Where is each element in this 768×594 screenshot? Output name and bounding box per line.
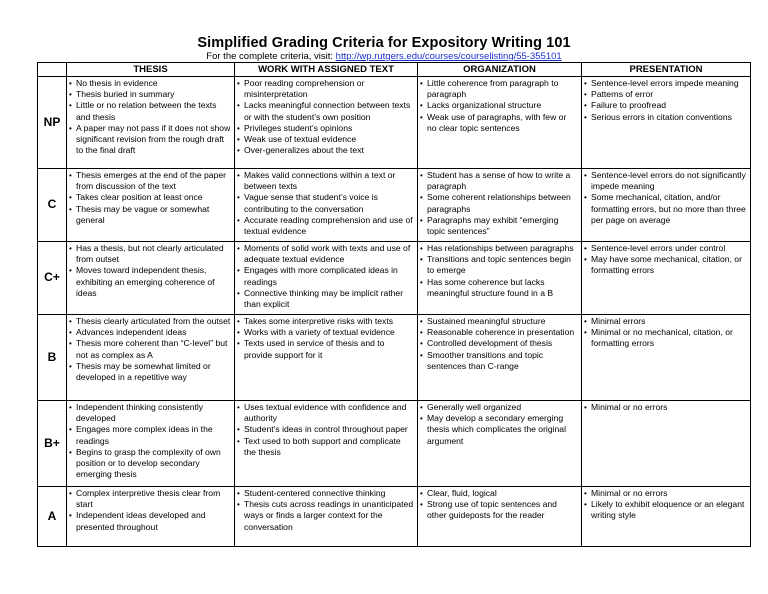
cell-organization xyxy=(418,401,582,487)
criteria-item: • Privileges student’s opinions xyxy=(237,123,414,134)
column-header-organization: ORGANIZATION xyxy=(418,63,582,77)
criteria-item: • Thesis cuts across readings in unanticipated ways or finds a larger context for the conversation xyxy=(237,499,414,533)
criteria-item: • Serious errors in citation conventions xyxy=(584,112,747,123)
criteria-item: • Moves toward independent thesis, exhibiting an emerging coherence of ideas xyxy=(69,265,231,299)
grading-criteria-table xyxy=(37,62,751,547)
criteria-list xyxy=(420,488,578,522)
criteria-list xyxy=(584,78,747,123)
criteria-item: • Makes valid connections within a text or between texts xyxy=(237,170,414,192)
criteria-item: • Independent thinking consistently developed xyxy=(69,402,231,424)
criteria-item: • Failure to proofread xyxy=(584,100,747,111)
grade-label: C xyxy=(38,169,67,242)
cell-presentation xyxy=(582,401,751,487)
column-header-thesis: THESIS xyxy=(67,63,235,77)
criteria-list xyxy=(69,488,231,533)
criteria-list xyxy=(584,243,747,277)
criteria-item: • Minimal or no mechanical, citation, or formatting errors xyxy=(584,327,747,349)
subtitle xyxy=(0,51,768,62)
table-row xyxy=(38,401,751,487)
criteria-list xyxy=(237,402,414,458)
criteria-item: • Generally well organized xyxy=(420,402,578,413)
criteria-item: • Connective thinking may be implicit rather than explicit xyxy=(237,288,414,310)
cell-presentation xyxy=(582,169,751,242)
criteria-item: • Thesis emerges at the end of the paper from discussion of the text xyxy=(69,170,231,192)
criteria-item: • Patterns of error xyxy=(584,89,747,100)
criteria-list xyxy=(69,243,231,299)
criteria-list xyxy=(237,243,414,310)
criteria-list xyxy=(69,316,231,383)
cell-work-with-text xyxy=(235,315,418,401)
criteria-item: • Lacks meaningful connection between texts or with the student’s own position xyxy=(237,100,414,122)
criteria-list xyxy=(584,170,747,226)
criteria-item: • Likely to exhibit eloquence or an elegant writing style xyxy=(584,499,747,521)
criteria-list xyxy=(237,488,414,533)
criteria-list xyxy=(584,402,747,413)
criteria-item: • Advances independent ideas xyxy=(69,327,231,338)
criteria-item: • Independent ideas developed and presented throughout xyxy=(69,510,231,532)
criteria-item: • Thesis buried in summary xyxy=(69,89,231,100)
criteria-item: • Has relationships between paragraphs xyxy=(420,243,578,254)
subtitle-prefix: For the complete criteria, visit: xyxy=(206,51,336,62)
criteria-item: • Has a thesis, but not clearly articulated from outset xyxy=(69,243,231,265)
criteria-item: • Controlled development of thesis xyxy=(420,338,578,349)
cell-organization xyxy=(418,169,582,242)
grade-label: NP xyxy=(38,77,67,169)
criteria-item: • Text used to both support and complicate the thesis xyxy=(237,436,414,458)
criteria-list xyxy=(420,243,578,299)
table-row xyxy=(38,315,751,401)
cell-thesis xyxy=(67,169,235,242)
cell-organization xyxy=(418,77,582,169)
criteria-item: • Poor reading comprehension or misinterpretation xyxy=(237,78,414,100)
corner-cell xyxy=(38,63,67,77)
criteria-item: • Thesis may be vague or somewhat general xyxy=(69,204,231,226)
table-row xyxy=(38,487,751,547)
criteria-list xyxy=(420,78,578,134)
criteria-item: • Engages with more complicated ideas in readings xyxy=(237,265,414,287)
grade-label: C+ xyxy=(38,242,67,315)
criteria-item: • Weak use of paragraphs, with few or no clear topic sentences xyxy=(420,112,578,134)
criteria-item: • May have some mechanical, citation, or formatting errors xyxy=(584,254,747,276)
criteria-list xyxy=(584,488,747,522)
criteria-list xyxy=(584,316,747,350)
criteria-item: • Minimal errors xyxy=(584,316,747,327)
criteria-item: • No thesis in evidence xyxy=(69,78,231,89)
criteria-item: • Sentence-level errors do not significantly impede meaning xyxy=(584,170,747,192)
criteria-item: • Smoother transitions and topic sentences than C-range xyxy=(420,350,578,372)
criteria-item: • Engages more complex ideas in the readings xyxy=(69,424,231,446)
cell-presentation xyxy=(582,315,751,401)
table-row xyxy=(38,169,751,242)
criteria-item: • Takes clear position at least once xyxy=(69,192,231,203)
criteria-item: • Student’s ideas in control throughout paper xyxy=(237,424,414,435)
criteria-item: • Thesis clearly articulated from the outset xyxy=(69,316,231,327)
criteria-item: • Sentence-level errors impede meaning xyxy=(584,78,747,89)
criteria-item: • Sustained meaningful structure xyxy=(420,316,578,327)
cell-work-with-text xyxy=(235,401,418,487)
cell-thesis xyxy=(67,315,235,401)
cell-organization xyxy=(418,315,582,401)
cell-work-with-text xyxy=(235,169,418,242)
criteria-item: • Student-centered connective thinking xyxy=(237,488,414,499)
table-row xyxy=(38,242,751,315)
criteria-item: • Moments of solid work with texts and use of adequate textual evidence xyxy=(237,243,414,265)
criteria-item: • Transitions and topic sentences begin to emerge xyxy=(420,254,578,276)
cell-thesis xyxy=(67,401,235,487)
column-header-work-with-text: WORK WITH ASSIGNED TEXT xyxy=(235,63,418,77)
criteria-item: • Reasonable coherence in presentation xyxy=(420,327,578,338)
grade-label: B xyxy=(38,315,67,401)
cell-work-with-text xyxy=(235,487,418,547)
criteria-item: • Little or no relation between the texts and thesis xyxy=(69,100,231,122)
criteria-list xyxy=(237,78,414,156)
grade-label: A xyxy=(38,487,67,547)
criteria-list xyxy=(420,402,578,447)
criteria-item: • A paper may not pass if it does not show significant revision from the rough draft to the final draft xyxy=(69,123,231,157)
criteria-list xyxy=(69,402,231,480)
criteria-item: • Minimal or no errors xyxy=(584,402,747,413)
criteria-item: • Little coherence from paragraph to paragraph xyxy=(420,78,578,100)
criteria-list xyxy=(237,170,414,237)
criteria-list xyxy=(237,316,414,361)
cell-organization xyxy=(418,487,582,547)
cell-thesis xyxy=(67,77,235,169)
criteria-item: • Accurate reading comprehension and use of textual evidence xyxy=(237,215,414,237)
criteria-item: • Texts used in service of thesis and to provide support for it xyxy=(237,338,414,360)
criteria-list xyxy=(420,170,578,237)
table-row xyxy=(38,77,751,169)
cell-thesis xyxy=(67,487,235,547)
cell-organization xyxy=(418,242,582,315)
criteria-item: • Lacks organizational structure xyxy=(420,100,578,111)
column-header-presentation: PRESENTATION xyxy=(582,63,751,77)
criteria-item: • Sentence-level errors under control xyxy=(584,243,747,254)
criteria-item: • Student has a sense of how to write a paragraph xyxy=(420,170,578,192)
criteria-item: • Complex interpretive thesis clear from start xyxy=(69,488,231,510)
criteria-item: • Uses textual evidence with confidence and authority xyxy=(237,402,414,424)
criteria-item: • Weak use of textual evidence xyxy=(237,134,414,145)
criteria-item: • Minimal or no errors xyxy=(584,488,747,499)
criteria-item: • Some mechanical, citation, and/or formatting errors, but no more than three per page on average xyxy=(584,192,747,226)
criteria-item: • May develop a secondary emerging thesis which complicates the original argument xyxy=(420,413,578,447)
criteria-item: • Paragraphs may exhibit “emerging topic sentences” xyxy=(420,215,578,237)
criteria-item: • Clear, fluid, logical xyxy=(420,488,578,499)
criteria-item: • Thesis may be somewhat limited or developed in a repetitive way xyxy=(69,361,231,383)
criteria-list xyxy=(420,316,578,372)
cell-work-with-text xyxy=(235,242,418,315)
table-body xyxy=(38,77,751,547)
criteria-item: • Some coherent relationships between paragraphs xyxy=(420,192,578,214)
cell-thesis xyxy=(67,242,235,315)
header-row xyxy=(38,63,751,77)
criteria-item: • Vague sense that student’s voice is contributing to the conversation xyxy=(237,192,414,214)
criteria-item: • Has some coherence but lacks meaningful structure found in a B xyxy=(420,277,578,299)
document-title: Simplified Grading Criteria for Expository Writing 101 xyxy=(197,35,571,51)
criteria-item: • Works with a variety of textual evidence xyxy=(237,327,414,338)
cell-presentation xyxy=(582,242,751,315)
criteria-item: • Begins to grasp the complexity of own position or to develop secondary emerging thesis xyxy=(69,447,231,481)
criteria-link[interactable]: http://wp.rutgers.edu/courses/courselisting/55-355101 xyxy=(335,51,562,62)
criteria-item: • Takes some interpretive risks with texts xyxy=(237,316,414,327)
grade-label: B+ xyxy=(38,401,67,487)
criteria-list xyxy=(69,170,231,226)
criteria-item: • Thesis more coherent than “C-level” but not as complex as A xyxy=(69,338,231,360)
cell-presentation xyxy=(582,487,751,547)
criteria-list xyxy=(69,78,231,156)
cell-presentation xyxy=(582,77,751,169)
cell-work-with-text xyxy=(235,77,418,169)
criteria-item: • Over-generalizes about the text xyxy=(237,145,414,156)
criteria-item: • Strong use of topic sentences and other guideposts for the reader xyxy=(420,499,578,521)
